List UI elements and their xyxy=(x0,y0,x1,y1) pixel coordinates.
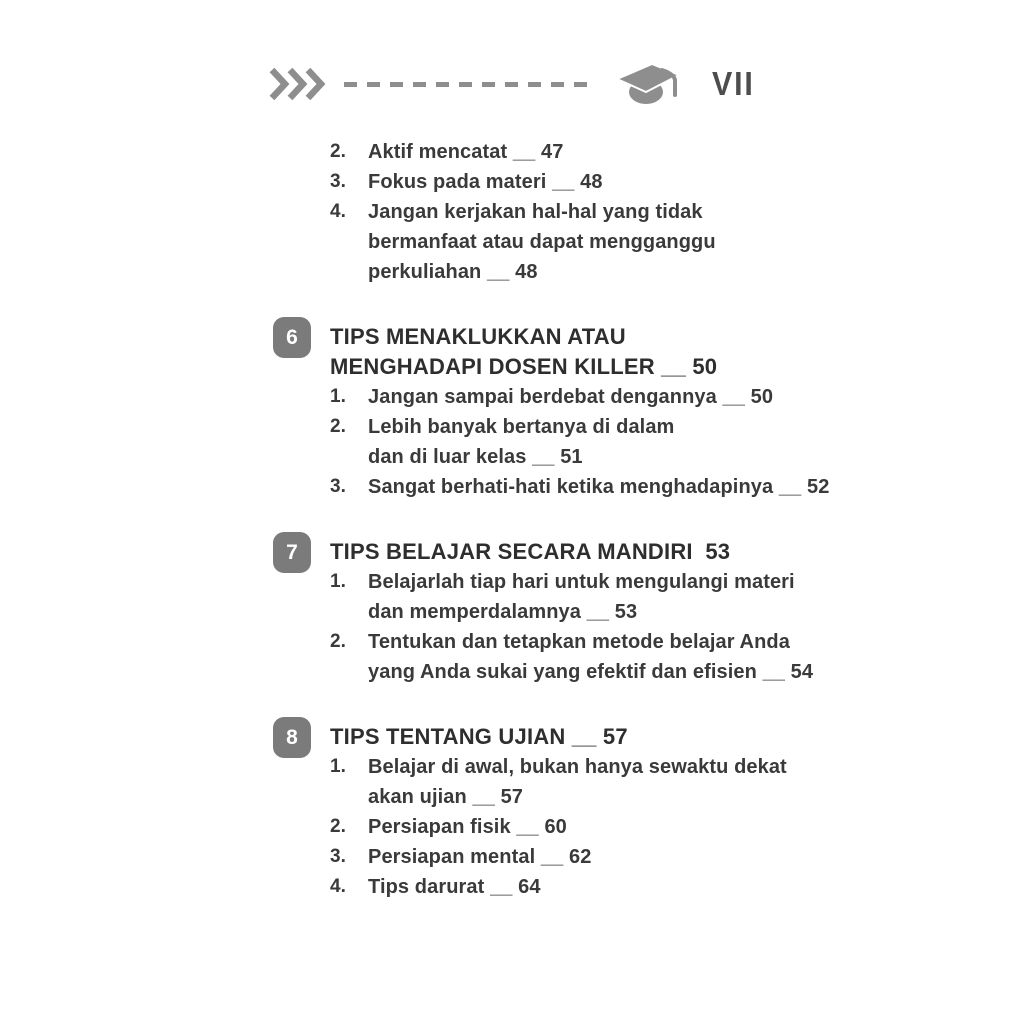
toc-entry-text xyxy=(368,197,753,287)
toc-entry xyxy=(330,812,753,842)
page-number: VII xyxy=(711,65,755,102)
toc-section xyxy=(273,322,830,502)
toc-entry-number: 2. xyxy=(330,816,346,837)
toc-entry xyxy=(330,567,795,627)
chapter-number-badge: 7 xyxy=(273,532,311,573)
toc-entry-text xyxy=(368,752,787,812)
graduation-cap-icon xyxy=(615,58,685,110)
chapter-number-badge: 8 xyxy=(273,717,311,758)
toc-entry xyxy=(330,412,753,472)
toc-entry-line: Lebih banyak bertanya di dalam xyxy=(368,416,675,438)
toc-entry-line: Aktif mencatat __ 47 xyxy=(368,141,564,163)
toc-entry xyxy=(330,197,753,287)
toc-entry-line: Sangat berhati-hati ketika menghadapinya __ 52 xyxy=(368,476,830,498)
toc-entry-text xyxy=(368,472,829,502)
toc-entry-text xyxy=(368,842,753,872)
toc-entry-number: 1. xyxy=(330,386,346,407)
toc-entry xyxy=(330,872,753,902)
toc-entry-line: Persiapan mental __ 62 xyxy=(368,846,592,868)
toc-entry xyxy=(330,167,753,197)
triple-chevron-icon xyxy=(268,65,328,103)
toc-entry-line: Jangan kerjakan hal-hal yang tidak xyxy=(368,201,703,223)
toc-entry-line: Fokus pada materi __ 48 xyxy=(368,171,603,193)
toc-entry-number: 4. xyxy=(330,876,346,897)
toc-entry xyxy=(330,137,753,167)
toc-entry-line: dan di luar kelas __ 51 xyxy=(368,446,583,468)
toc-entry-number: 2. xyxy=(330,416,346,437)
toc-entry-line: Persiapan fisik __ 60 xyxy=(368,816,567,838)
toc-entry xyxy=(330,752,787,812)
toc-entry-line: dan memperdalamnya __ 53 xyxy=(368,601,638,623)
toc-entry-line: akan ujian __ 57 xyxy=(368,786,524,808)
toc-section xyxy=(273,537,814,687)
toc-entry-number: 1. xyxy=(330,571,346,592)
toc-entry-number: 3. xyxy=(330,476,346,497)
toc-entry xyxy=(330,842,753,872)
toc-entry-text xyxy=(368,412,753,472)
toc-entry-number: 2. xyxy=(330,631,346,652)
toc-entry-line: Jangan sampai berdebat dengannya __ 50 xyxy=(368,386,774,408)
toc-section xyxy=(273,722,787,902)
chapter-title: TIPS BELAJAR SECARA MANDIRI 53 xyxy=(330,539,731,564)
toc-entry-number: 2. xyxy=(330,141,346,162)
toc-entry xyxy=(330,627,814,687)
toc-entry-number: 4. xyxy=(330,201,346,222)
toc-entry-line: bermanfaat atau dapat mengganggu xyxy=(368,231,716,253)
toc xyxy=(273,137,830,902)
toc-entry-line: yang Anda sukai yang efektif dan efisien __ 54 xyxy=(368,661,814,683)
toc-entry-number: 1. xyxy=(330,756,346,777)
toc-entry-text xyxy=(368,167,753,197)
page-header xyxy=(268,62,758,106)
toc-entry-text xyxy=(368,382,773,412)
chapter-title: MENGHADAPI DOSEN KILLER __ 50 xyxy=(330,354,718,379)
chapter-number-badge: 6 xyxy=(273,317,311,358)
toc-entry-text xyxy=(368,872,753,902)
toc-section xyxy=(273,137,753,287)
toc-entry-line: Belajarlah tiap hari untuk mengulangi materi xyxy=(368,571,795,593)
toc-entry-line: Tips darurat __ 64 xyxy=(368,876,541,898)
toc-entry-line: Belajar di awal, bukan hanya sewaktu dekat xyxy=(368,756,787,778)
toc-entry xyxy=(330,382,774,412)
chapter-title: TIPS MENAKLUKKAN ATAU xyxy=(330,324,626,349)
dashed-divider xyxy=(344,82,597,87)
toc-entry-number: 3. xyxy=(330,171,346,192)
toc-entry-line: Tentukan dan tetapkan metode belajar Anda xyxy=(368,631,790,653)
toc-entry-text xyxy=(368,812,753,842)
toc-entry-text xyxy=(368,137,753,167)
toc-entry-line: perkuliahan __ 48 xyxy=(368,261,538,283)
toc-entry-text xyxy=(368,627,813,687)
toc-entry-number: 3. xyxy=(330,846,346,867)
toc-entry xyxy=(330,472,830,502)
toc-entry-text xyxy=(368,567,795,627)
chapter-title: TIPS TENTANG UJIAN __ 57 xyxy=(330,724,628,749)
